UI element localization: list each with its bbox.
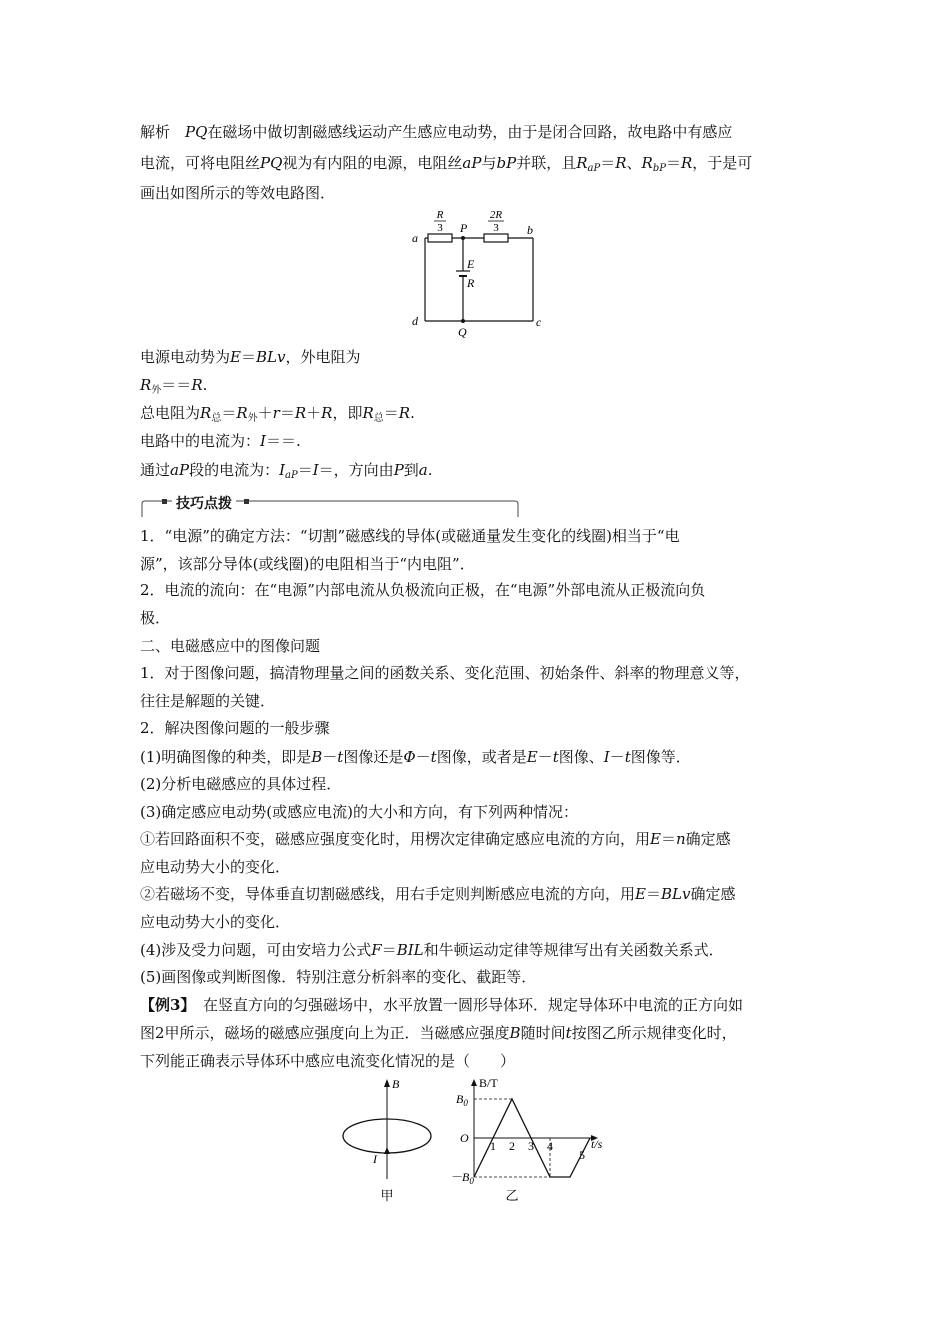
label-a: a <box>412 231 418 245</box>
calc-line1: 电源电动势为E＝BLv，外电阻为 <box>140 348 361 366</box>
tick-4: 4 <box>547 1139 553 1153</box>
body-line-t1: 1．“电源”的确定方法：“切割”磁感线的导体(或磁通量发生变化的线圈)相当于“电 <box>140 527 680 545</box>
label-q: Q <box>458 325 467 339</box>
label-c: c <box>536 315 542 329</box>
node-p <box>461 236 465 240</box>
body-line-t8: 2．解决图像问题的一般步骤 <box>140 719 330 737</box>
body-line-t17: (5)画图像或判断图像．特别注意分析斜率的变化、截距等． <box>140 968 537 986</box>
equivalent-circuit-diagram <box>400 205 550 340</box>
tip-section-header <box>140 490 520 518</box>
label-current: I <box>373 1152 377 1166</box>
label-e: E <box>467 257 475 271</box>
example-line3: 下列能正确表示导体环中感应电流变化情况的是（ ） <box>140 1052 516 1070</box>
body-line-t11: (3)确定感应电动势(或感应电流)的大小和方向，有下列两种情况： <box>140 803 578 821</box>
tick-2: 2 <box>509 1139 515 1153</box>
body-line-t3: 2．电流的流向：在“电源”内部电流从负极流向正极，在“电源”外部电流从正极流向负 <box>140 581 706 599</box>
body-line-t16: (4)涉及受力问题，可由安培力公式F＝BIL和牛顿运动定律等规律写出有关函数关系式． <box>140 941 724 959</box>
resistor-r2 <box>484 234 508 242</box>
x-axis-label: t/s <box>591 1137 603 1151</box>
section-heading: 二、电磁感应中的图像问题 <box>140 637 321 655</box>
r2-denominator: 3 <box>493 222 499 234</box>
example-label: 【例3】 <box>140 996 188 1014</box>
calc-line4: 电路中的电流为：I＝＝. <box>140 432 301 450</box>
body-line-t15: 应电动势大小的变化． <box>140 913 291 931</box>
example-line2: 图2甲所示，磁场的磁感应强度向上为正．当磁感应强度B随时间t按图乙所示规律变化时， <box>140 1024 737 1042</box>
calc-line2: $R_外==R$. <box>140 376 208 396</box>
para1-line1: 解析 PQ在磁场中做切割磁感线运动产生感应电动势，由于是闭合回路，故电路中有感应 <box>140 123 733 141</box>
caption-yi: 乙 <box>505 1188 519 1203</box>
body-line-t12: ①若回路面积不变，磁感应强度变化时，用楞次定律确定感应电流的方向，用E＝n确定感 <box>140 830 731 848</box>
example-line1: 【例3】 在竖直方向的匀强磁场中，水平放置一圆形导体环．规定导体环中电流的正方向如 <box>140 996 743 1014</box>
tick-1: 1 <box>490 1139 496 1153</box>
label-p: P <box>460 221 468 235</box>
tick-neg-b0: $-B_0$ <box>450 1170 474 1186</box>
y-axis-arrow-icon <box>471 1079 477 1086</box>
tip-title: 技巧点拨 <box>172 493 236 513</box>
para1-line2: 电流，可将电阻丝PQ视为有内阻的电源，电阻丝aP与bP并联，且$R_{aP}=R$、$R_{bP}=R$，于是可 <box>140 154 753 174</box>
label-b: b <box>527 223 533 237</box>
calc-line3: 总电阻为$R_总=R_外+r=R+R$，即$R_总=R$. <box>140 404 415 424</box>
body-line-t4: 极． <box>140 609 171 627</box>
r1-denominator: 3 <box>437 222 443 234</box>
tick-b0: $B_0$ <box>456 1092 468 1108</box>
label-b-field: B <box>392 1077 400 1091</box>
label-r: R <box>467 276 475 290</box>
label-d: d <box>412 314 418 328</box>
origin-label: O <box>460 1131 469 1145</box>
body-line-t2: 源”，该部分导体(或线圈)的电阻相当于“内电阻”． <box>140 555 475 573</box>
tick-3: 3 <box>528 1139 534 1153</box>
figure-jia-ring <box>335 1075 445 1210</box>
r2-numerator: 2R <box>489 209 503 221</box>
resistor-r1 <box>428 234 452 242</box>
r1-numerator: R <box>436 209 444 221</box>
b-arrow-icon <box>384 1079 390 1087</box>
node-q <box>461 319 465 323</box>
body-line-t9: (1)明确图像的种类，即是B－t图像还是Φ－t图像，或者是E－t图像、I－t图像等． <box>140 748 691 766</box>
tip-square-right-icon <box>244 499 249 504</box>
label-jiexi: 解析 <box>140 123 171 141</box>
y-axis-label: B/T <box>479 1076 498 1090</box>
calc-line5: 通过aP段的电流为：$I_{aP}=I=$，方向由P到a. <box>140 461 433 481</box>
body-line-t6: 1．对于图像问题，搞清物理量之间的函数关系、变化范围、初始条件、斜率的物理意义等， <box>140 664 750 682</box>
tick-5: 5 <box>579 1148 585 1162</box>
para1-line3: 画出如图所示的等效电路图． <box>140 184 336 202</box>
figure-yi-bt-graph <box>450 1075 620 1210</box>
tip-square-left-icon <box>162 499 167 504</box>
body-line-t10: (2)分析电磁感应的具体过程． <box>140 775 342 793</box>
current-arrow-icon <box>384 1147 390 1154</box>
body-line-t13: 应电动势大小的变化． <box>140 858 291 876</box>
body-line-t7: 往往是解题的关键． <box>140 692 276 710</box>
body-line-t14: ②若磁场不变，导体垂直切割磁感线，用右手定则判断感应电流的方向，用E＝BLv确定感 <box>140 885 736 903</box>
caption-jia: 甲 <box>380 1188 394 1203</box>
